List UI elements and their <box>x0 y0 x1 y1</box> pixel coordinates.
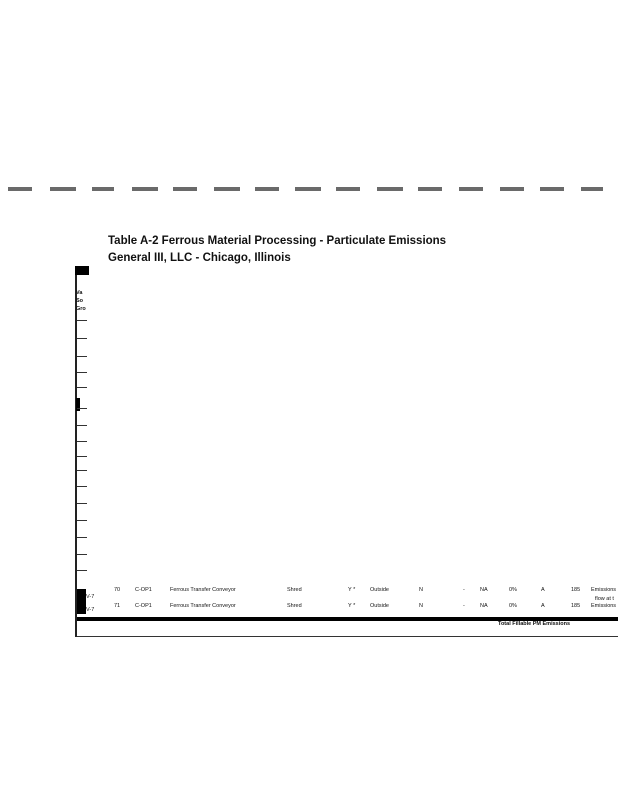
perforation-line <box>8 187 608 195</box>
table-bottom-border <box>77 636 618 637</box>
column-header-clipped: Va So Gro <box>76 290 86 312</box>
row-marker <box>76 398 80 411</box>
grid-line <box>77 356 87 357</box>
grid-line <box>77 456 87 457</box>
table-row: V-7 70 C-OP1 Ferrous Transfer Conveyor Shred Y * Outside N - NA 0% A 185 Emissions flow at t <box>77 587 618 599</box>
total-label: Total Fillable PM Emissions <box>498 621 571 627</box>
row-marker <box>77 590 86 614</box>
grid-line <box>77 338 87 339</box>
header-bar <box>75 266 89 275</box>
grid-line <box>77 372 87 373</box>
grid-line <box>77 387 87 388</box>
table-subtitle: General III, LLC - Chicago, Illinois <box>108 252 291 264</box>
grid-line <box>77 486 87 487</box>
grid-line <box>77 425 87 426</box>
grid-line <box>77 520 87 521</box>
grid-line <box>77 320 87 321</box>
grid-line <box>77 570 87 571</box>
grid-line <box>77 537 87 538</box>
grid-line <box>77 554 87 555</box>
table-title: Table A-2 Ferrous Material Processing - Particulate Emissions <box>108 235 447 247</box>
grid-line <box>77 408 87 409</box>
grid-line <box>77 503 87 504</box>
table-row: V-7 71 C-OP1 Ferrous Transfer Conveyor Shred Y * Outside N - NA 0% A 185 Emissions <box>86 603 617 613</box>
grid-line <box>77 441 87 442</box>
grid-line <box>77 470 87 471</box>
